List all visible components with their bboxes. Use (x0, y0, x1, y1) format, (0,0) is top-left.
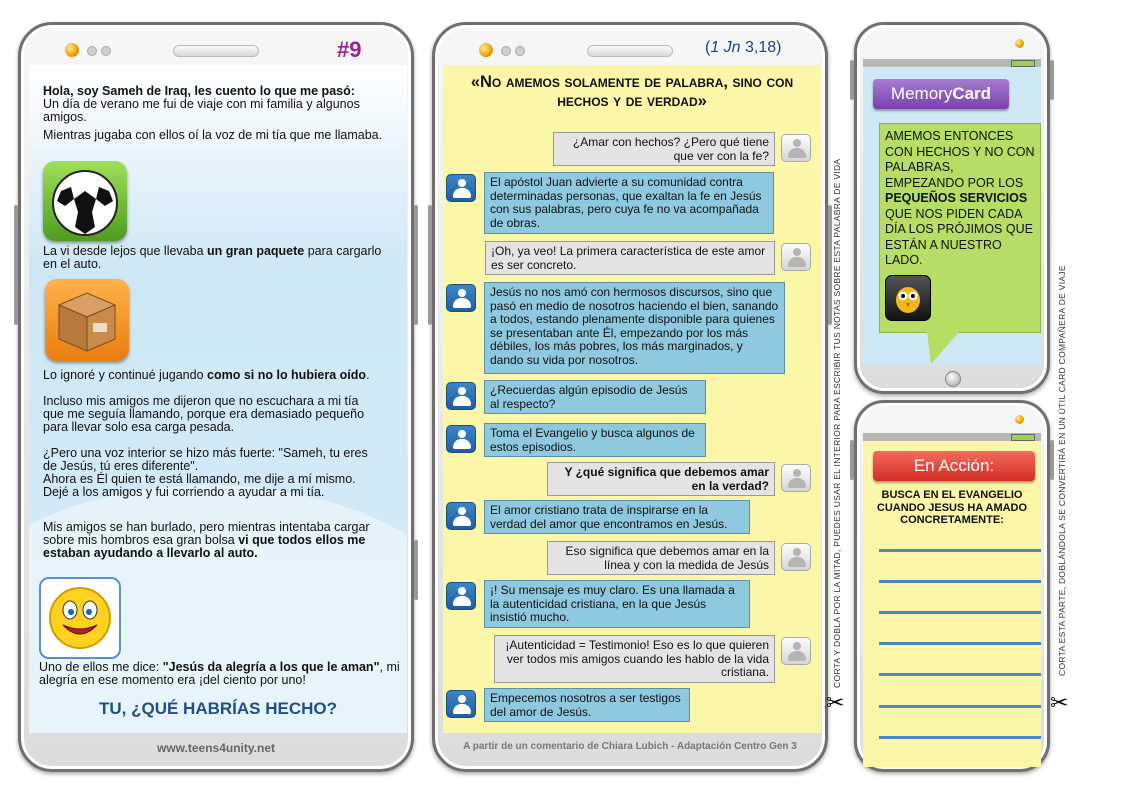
camera-dot (1015, 39, 1024, 48)
story-paragraph: ¿Pero una voz interior se hizo más fuerte: "Sameh, tu eres de Jesús, tú eres diferente". (43, 446, 368, 473)
indicator-dot (101, 46, 111, 56)
speaker-slot (587, 45, 673, 57)
story-paragraph: Un día de verano me fui de viaje con mi familia y algunos amigos. (43, 97, 360, 124)
chat-message: Empecemos nosotros a ser testigos del amor de Jesús. (484, 688, 690, 722)
chat-message: ¡! Su mensaje es muy claro. Es una llamada a la autenticidad cristiana, en la que Jesús insistió mucho. (484, 580, 750, 628)
chat-message: Y ¿qué significa que debemos amar en la verdad? (547, 462, 775, 496)
action-instruction: BUSCA EN EL EVANGELIO CUANDO JESUS HA AMADO CONCRETAMENTE: (876, 489, 1028, 526)
scissors-icon: ✂ (826, 690, 845, 715)
chat-message: ¿Amar con hechos? ¿Pero qué tiene que ver con la fe? (553, 132, 775, 166)
camera-dot (65, 43, 79, 57)
package-box-icon (45, 279, 129, 361)
chat-message: Jesús no nos amó con hermosos discursos, sino que pasó en medio de nosotros haciendo el bien, sanando a todos, estando plenamente disponible para quienes se presentaban ante Él, empezando por los más débiles, los más pobres, los más marginados, y dando su vida por nosotros. (484, 282, 785, 374)
writing-line[interactable] (879, 736, 1041, 739)
soccer-ball-icon (43, 161, 127, 241)
camera-dot (1015, 415, 1024, 424)
writing-line[interactable] (879, 705, 1041, 708)
chat-message: Eso significa que debemos amar en la línea y con la medida de Jesús (547, 541, 775, 575)
story-number: #9 (337, 37, 362, 62)
story-paragraph: Mientras jugaba con ellos oí la voz de mi tía que me llamaba. (43, 128, 383, 142)
battery-icon (1011, 434, 1035, 441)
speaker-slot (173, 45, 259, 57)
guide-avatar-icon (446, 174, 476, 202)
writing-line[interactable] (879, 549, 1041, 552)
guide-avatar-icon (446, 582, 476, 610)
story-question: TU, ¿QUÉ HABRÍAS HECHO? (99, 699, 337, 718)
side-button (1050, 60, 1054, 100)
side-button (850, 440, 854, 480)
story-paragraph: Dejé a los amigos y fui corriendo a ayudar a mi tía. (43, 485, 325, 499)
chat-message: ¿Recuerdas algún episodio de Jesús al respecto? (484, 380, 706, 414)
guide-avatar-icon (446, 284, 476, 312)
side-button (850, 60, 854, 100)
side-button (414, 540, 418, 600)
story-paragraph: Incluso mis amigos me dijeron que no escuchara a mi tía que me seguía llamando, porque era demasiado pequeño para llevar solo esa carga pesada. (43, 394, 365, 434)
writing-line[interactable] (879, 673, 1041, 676)
action-title: En Acción: (873, 451, 1035, 481)
camera-dot (479, 43, 493, 57)
cut-instruction-2: CORTA ESTA PARTE, DOBLÁNDOLA SE CONVERTIRÁ EN UN ÚTIL CARD COMPAÑERA DE VIAJE (1057, 265, 1067, 676)
story-paragraph: La vi desde lejos que llevaba un gran paquete para cargarlo en el auto. (43, 244, 382, 271)
memory-note: AMEMOS ENTONCES CON HECHOS Y NO CON PALABRAS, EMPEZANDO POR LOS PEQUEÑOS SERVICIOS QUE NOS PIDEN CADA DÍA LOS PRÓJIMOS QUE ESTÁN A NUESTRO LADO. (879, 123, 1041, 333)
chat-message: Toma el Evangelio y busca algunos de estos episodios. (484, 423, 706, 457)
story-paragraph: Ahora es Él quien te está llamando, me dije a mí mismo. (43, 472, 356, 486)
story-phone (18, 22, 414, 772)
friend-avatar-icon (781, 637, 811, 665)
story-greeting: Hola, soy Sameh de Iraq, les cuento lo que me pasó: (43, 84, 355, 98)
side-button (428, 205, 432, 325)
guide-avatar-icon (446, 690, 476, 718)
indicator-dot (501, 46, 511, 56)
story-paragraph: Lo ignoré y continué jugando como si no lo hubiera oído. (43, 368, 370, 382)
cut-instruction-1: CORTA Y DOBLA POR LA MITAD, PUEDES USAR EL INTERIOR PARA ESCRIBIR TUS NOTAS SOBRE ESTA PALABRA DE VIDA (832, 158, 842, 688)
side-button (414, 205, 418, 325)
guide-avatar-icon (446, 382, 476, 410)
friend-avatar-icon (781, 464, 811, 492)
indicator-dot (515, 46, 525, 56)
memory-card-phone (854, 22, 1050, 394)
guide-avatar-icon (446, 425, 476, 453)
action-card-phone (854, 400, 1050, 772)
chat-footer: A partir de un comentario de Chiara Lubich - Adaptación Centro Gen 3 (463, 741, 797, 752)
bible-reference: (1 Jn 3,18) (705, 39, 782, 56)
chat-message: El amor cristiano trata de inspirarse en la verdad del amor que encontramos en Jesús. (484, 500, 750, 534)
side-button (1050, 440, 1054, 480)
home-button[interactable] (945, 371, 961, 387)
indicator-dot (87, 46, 97, 56)
scissors-icon: ✂ (1050, 690, 1069, 715)
writing-line[interactable] (879, 580, 1041, 583)
smiley-icon (39, 577, 121, 659)
note-tail (927, 332, 959, 364)
writing-line[interactable] (879, 642, 1041, 645)
friend-avatar-icon (781, 543, 811, 571)
story-paragraph: Uno de ellos me dice: "Jesús da alegría a los que le aman", mi alegría en ese momento era ¡del ciento por uno! (39, 660, 400, 687)
friend-avatar-icon (781, 134, 811, 162)
friend-avatar-icon (781, 243, 811, 271)
website-link[interactable]: www.teens4unity.net (156, 741, 276, 755)
owl-icon (885, 275, 931, 321)
memory-screen (863, 59, 1041, 365)
story-screen (29, 65, 407, 733)
chat-message: El apóstol Juan advierte a su comunidad contra determinadas personas, que exaltan la fe en Jesús con sus palabras, pero cuya fe no va acompañada de obras. (484, 172, 774, 234)
writing-line[interactable] (879, 611, 1041, 614)
side-button (14, 205, 18, 325)
guide-avatar-icon (446, 502, 476, 530)
chat-title: «No amemos solamente de palabra, sino con hechos y de verdad» (470, 73, 794, 110)
action-screen (863, 433, 1041, 767)
story-paragraph: Mis amigos se han burlado, pero mientras intentaba cargar sobre mis hombros esa gran bolsa vi que todos ellos me estaban ayudando a llevarlo al auto. (43, 520, 370, 560)
chat-message: ¡Autenticidad = Testimonio! Eso es lo que quieren ver todos mis amigos cuando les hablo de la vida cristiana. (494, 635, 775, 683)
battery-icon (1011, 60, 1035, 67)
chat-message: ¡Oh, ya veo! La primera característica de este amor es ser concreto. (485, 241, 775, 275)
memory-card-title: MemoryCard (873, 79, 1009, 109)
